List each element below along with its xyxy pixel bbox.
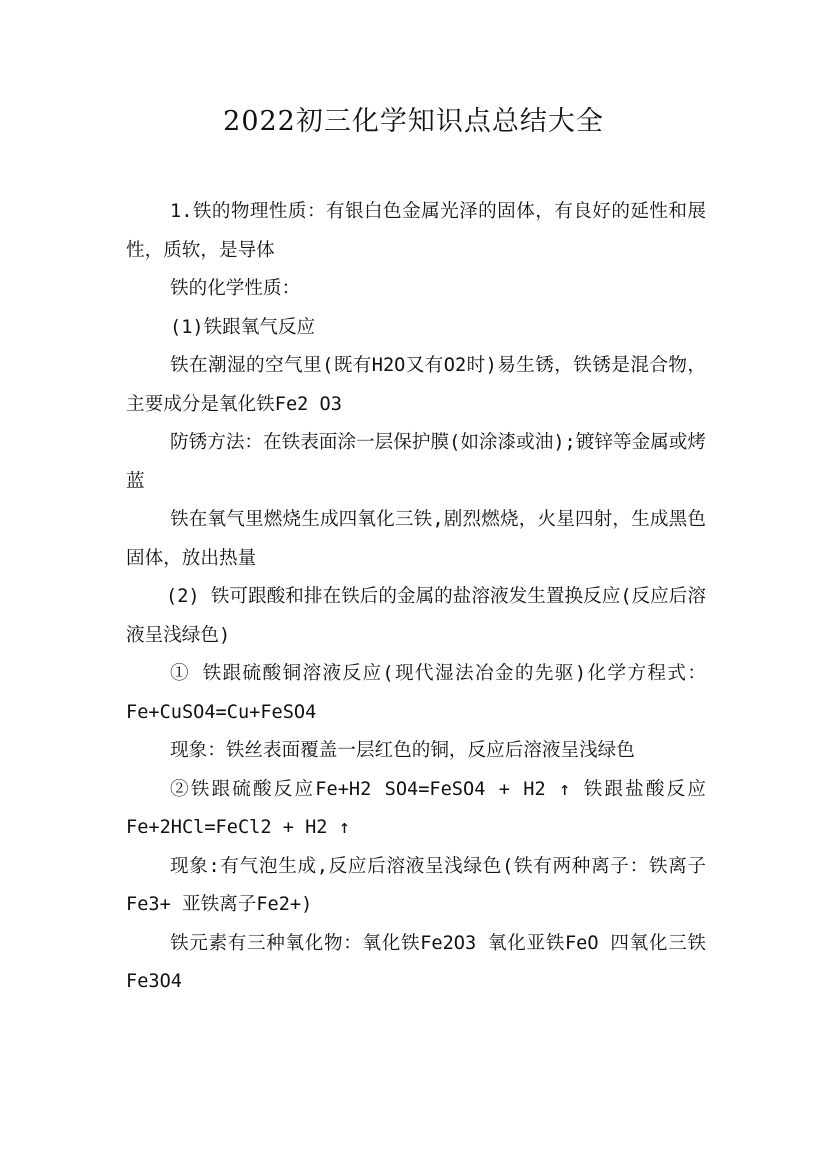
- paragraph-copper-sulfate-phenomenon: 现象：铁丝表面覆盖一层红色的铜，反应后溶液呈浅绿色: [170, 740, 635, 761]
- paragraph-acid-phenomenon: 现象:有气泡生成,反应后溶液呈浅绿色(铁有两种离子：铁离子Fe3+ 亚铁离子Fe2+): [126, 855, 706, 915]
- paragraph-iron-oxides: 铁元素有三种氧化物：氧化铁Fe2O3 氧化亚铁FeO 四氧化三铁Fe3O4: [126, 932, 706, 992]
- paragraph-iron-chemical-properties: 铁的化学性质：: [170, 278, 301, 299]
- document-title: 2022初三化学知识点总结大全: [223, 106, 604, 137]
- paragraph-copper-sulfate-reaction: ① 铁跟硫酸铜溶液反应(现代湿法冶金的先驱)化学方程式：Fe+CuSO4=Cu+FeSO4: [126, 663, 706, 723]
- paragraph-iron-oxygen-reaction: (1)铁跟氧气反应: [170, 316, 316, 338]
- paragraph-acid-reactions: ②铁跟硫酸反应Fe+H2 SO4=FeSO4 + H2 ↑ 铁跟盐酸反应Fe+2HCl=FeCl2 + H2 ↑: [126, 778, 706, 838]
- document-body: [126, 193, 706, 1002]
- paragraph-iron-physical-properties: 1.铁的物理性质：有银白色金属光泽的固体，有良好的延性和展性，质软，是导体: [126, 201, 706, 261]
- paragraph-iron-burning: 铁在氧气里燃烧生成四氧化三铁,剧烈燃烧，火星四射，生成黑色固体，放出热量: [126, 509, 706, 569]
- paragraph-displacement-reaction: (2) 铁可跟酸和排在铁后的金属的盐溶液发生置换反应(反应后溶液呈浅绿色): [126, 586, 706, 646]
- paragraph-rust-prevention: 防锈方法：在铁表面涂一层保护膜(如涂漆或油);镀锌等金属或烤蓝: [126, 432, 706, 492]
- paragraph-iron-rust: 铁在潮湿的空气里(既有H2O又有O2时)易生锈，铁锈是混合物，主要成分是氧化铁Fe2 O3: [126, 355, 706, 415]
